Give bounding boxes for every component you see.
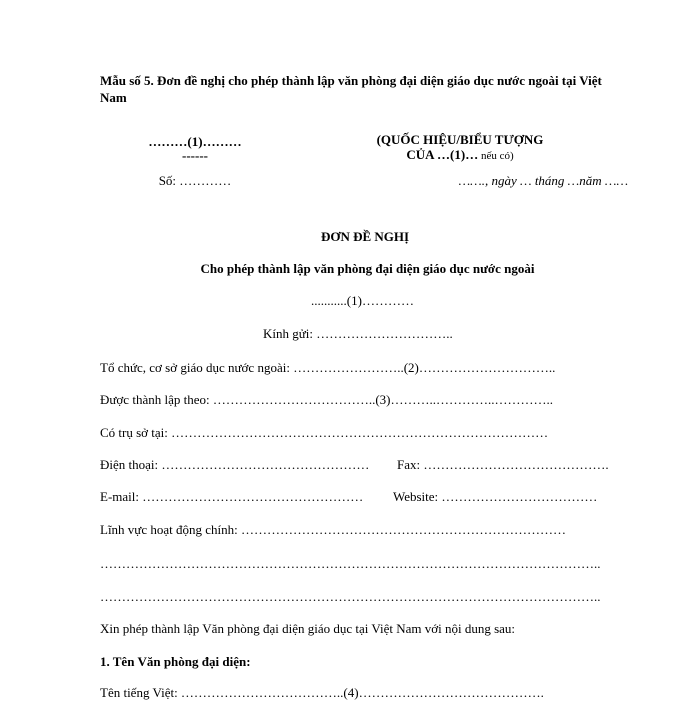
org-dash: ------	[182, 148, 208, 163]
email-field: E-mail: ……………………………………………	[100, 489, 364, 504]
document-number: Số: …………	[158, 173, 232, 188]
doc-subtitle: Cho phép thành lập văn phòng đại diện giáo dục nước ngoài	[200, 261, 535, 276]
phone-field: Điện thoại: …………………………………………	[100, 457, 370, 472]
national-title-note: nếu có)	[478, 150, 514, 162]
request-sentence: Xin phép thành lập Văn phòng đại diện giáo dục tại Việt Nam với nội dung sau:	[100, 621, 516, 636]
national-title-line2-text: CỦA …(1)…	[406, 147, 479, 162]
dots-line-2: ……………………………………………………………………………………………………..	[100, 589, 601, 604]
fax-field: Fax: …………………………………….	[397, 457, 609, 472]
national-title-line1: (QUỐC HIỆU/BIỂU TƯỢNG	[376, 132, 544, 147]
national-title-line2	[340, 147, 580, 164]
addressee-line: Kính gửi: …………………………..	[263, 326, 453, 341]
vietnamese-name-field: Tên tiếng Việt: ………………………………..(4)…………………………………….	[100, 685, 544, 700]
website-field: Website: ………………………………	[393, 489, 598, 504]
dots-line-1: ……………………………………………………………………………………………………..	[100, 556, 601, 571]
section1-heading: 1. Tên Văn phòng đại diện:	[100, 654, 251, 669]
organization-field: Tổ chức, cơ sở giáo dục nước ngoài: ……………………..(2)…………………………..	[100, 360, 556, 375]
recipient-placeholder: ...........(1)…………	[311, 293, 414, 308]
org-placeholder: ………(1)………	[148, 134, 242, 149]
established-under-field: Được thành lập theo: ………………………………..(3)………..…………..…………..	[100, 392, 553, 407]
headquarters-field: Có trụ sở tại: ……………………………………………………………………………	[100, 425, 549, 440]
form-title: Mẫu số 5. Đơn đề nghị cho phép thành lập văn phòng đại diện giáo dục nước ngoài tại Việt Nam	[100, 73, 602, 105]
date-line: ……., ngày … tháng …năm ……	[458, 173, 628, 188]
main-field-of-activity: Lĩnh vực hoạt động chính: …………………………………………………………………	[100, 522, 566, 537]
doc-title: ĐƠN ĐỀ NGHỊ	[320, 229, 410, 244]
